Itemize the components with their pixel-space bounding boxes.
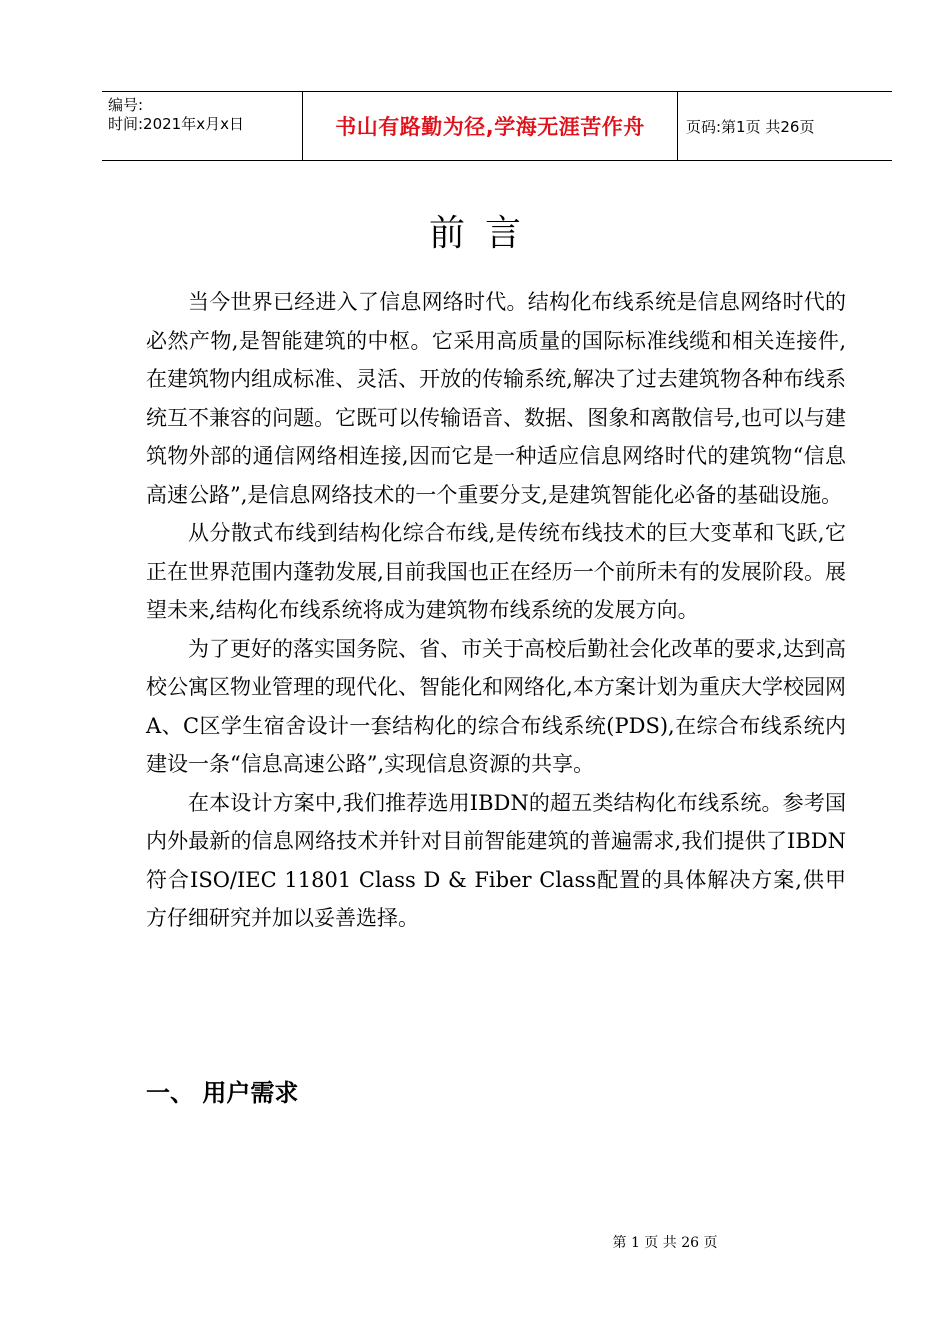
header-page-info: 页码:第1页 共26页 (686, 117, 815, 136)
number-label: 编号: (108, 96, 144, 114)
paragraph: 从分散式布线到结构化综合布线,是传统布线技术的巨大变革和飞跃,它正在世界范围内蓬勃发展,目前我国也正在经历一个前所未有的发展阶段。展望未来,结构化布线系统将成为建筑物布线系统的发展方向。 (146, 521, 846, 622)
header-meta (102, 92, 303, 160)
document-title: 前言 (428, 213, 541, 254)
time-label: 时间:2021年x月x日 (108, 115, 244, 133)
header-motto: 书山有路勤为径,学海无涯苦作舟 (303, 92, 678, 160)
paragraph: 在本设计方案中,我们推荐选用IBDN的超五类结构化布线系统。参考国内外最新的信息网络技术并针对目前智能建筑的普遍需求,我们提供了IBDN符合ISO/IEC 11801 Class D & Fiber Class配置的具体解决方案,供甲方仔细研究并加以妥善选择。 (146, 790, 846, 930)
paragraph: 为了更好的落实国务院、省、市关于高校后勤社会化改革的要求,达到高校公寓区物业管理的现代化、智能化和网络化,本方案计划为重庆大学校园网A、C区学生宿舍设计一套结构化的综合布线系统(PDS),在综合布线系统内建设一条“信息高速公路”,实现信息资源的共享。 (146, 636, 846, 776)
page-footer (0, 1232, 950, 1252)
page-header (102, 91, 892, 161)
document-body (146, 283, 846, 938)
paragraph: 当今世界已经进入了信息网络时代。结构化布线系统是信息网络时代的必然产物,是智能建筑的中枢。它采用高质量的国际标准线缆和相关连接件,在建筑物内组成标准、灵活、开放的传输系统,解决了过去建筑物各种布线系统互不兼容的问题。它既可以传输语音、数据、图象和离散信号,也可以与建筑物外部的通信网络相连接,因而它是一种适应信息网络时代的建筑物“信息高速公路”,是信息网络技术的一个重要分支,是建筑智能化必备的基础设施。 (146, 290, 846, 507)
section-heading: 一、 用户需求 (146, 1079, 299, 1107)
footer-page-number: 第 1 页 共 26 页 (612, 1235, 718, 1251)
